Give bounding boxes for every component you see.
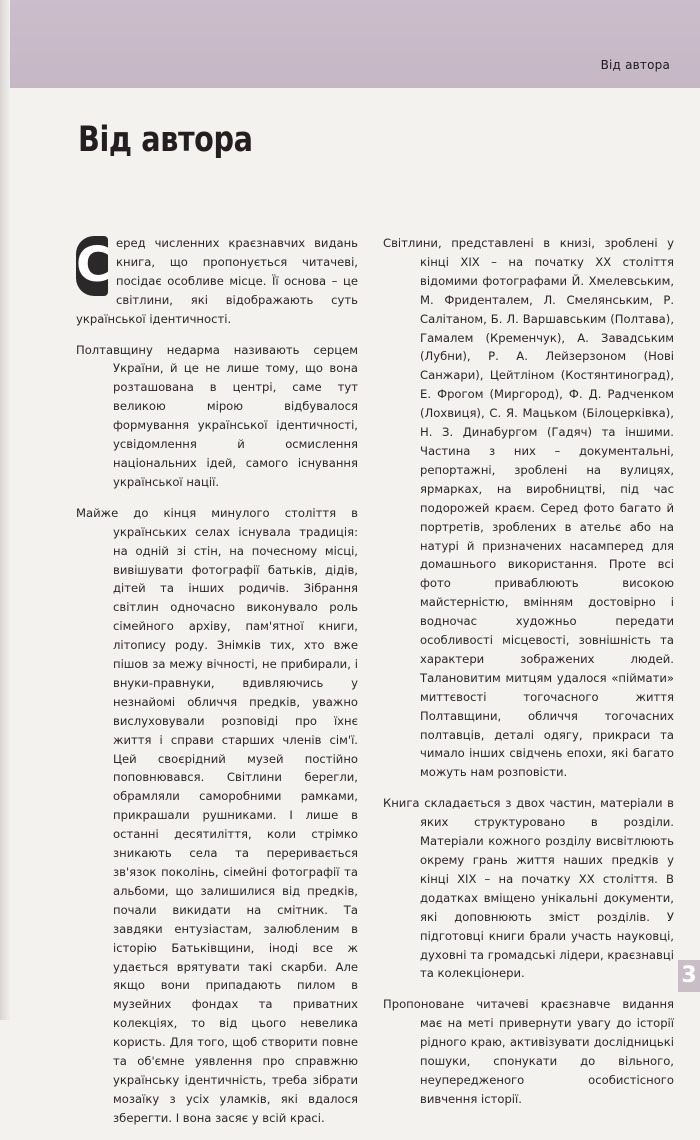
page-spine-shadow — [0, 0, 10, 1020]
drop-cap: С — [76, 236, 108, 296]
running-head: Від автора — [600, 58, 670, 72]
paragraph-book-structure: Книга складається з двох частин, матеріали в яких структуровано в розділи. Матеріали кожного розділу висвітлюють окрему грань життя наших предків у кінці XIX – на початку XX століття. В додатках вміщено унікальні документи, які доповнюють зміст розділів. У підготовці книги брали участь науковці, духовні та громадські лідери, краєзнавці та колекціонери. — [383, 796, 674, 981]
right-column — [383, 234, 674, 1121]
header-band — [0, 0, 700, 88]
left-column — [76, 234, 358, 1140]
paragraph-poltava: Полтавщину недарма називають серцем України, й це не лише тому, що вона розташована в центрі, саме тут великою мірою відбувалося формування української ідентичності, усвідомлення й осмислення національних ідей, самого існування української нації. — [76, 342, 358, 489]
intro-text: еред численних краєзнавчих видань книга, що пропонується читачеві, посідає особливе місце. Її основа – це світлини, які відображають суть української ідентичності. — [76, 236, 358, 326]
paragraph-photographers: Світлини, представлені в книзі, зроблені у кінці XIX – на початку XX століття відомими фотографами Й. Хмелевським, М. Фриденталем, Л. Смелянським, Р. Салітаном, Б. Л. Варшавським (Полтава), Гамалем (Кременчук), А. Завадським (Лубни), Р. А. Лейзерзоном (Нові Санжари), Цейтліном (Костянтиноград), Е. Фрогом (Миргород), Ф. Д. Радченком (Лохвиця), С. Я. Мацьком (Білоцерківка), Н. З. Динабургом (Гадяч) та іншими. Частина з них – документальні, репортажні, зроблені на вулицях, ярмарках, на виробництві, під час подорожей краєм. Серед фото багато й портретів, зроблених в ательє або на натурі й призначених насамперед для домашнього використання. Проте всі фото приваблюють високою майстерністю, вмінням достовірно і водночас художньо передати особливості місцевості, зовнішність та характери зображених людей. Талановитим митцям удалося «піймати» миттєвості тогочасного життя Полтавщини, обличчя тогочасних полтавців, деталі одягу, прикраси та чимало інших свідчень епохи, які багато можуть нам розповісти. — [383, 236, 674, 780]
intro-paragraph — [76, 234, 358, 329]
paragraph-purpose: Пропоноване читачеві краєзнавче видання має на меті привернути увагу до історії рідного краю, активізувати дослідницькі пошуки, спонукати до вільного, неупередженого особистісного вивчення історії. — [383, 997, 674, 1106]
page-number: 3 — [678, 960, 700, 992]
paragraph-tradition: Майже до кінця минулого століття в українських селах існувала традиція: на одній зі стін, на почесному місці, вивішувати фотографії батьків, дідів, дітей та інших родичів. Зібрання світлин одночасно виконувало роль сімейного архіву, пам'ятної книги, літопису роду. Знімків тих, хто вже пішов за межу вічності, не прибирали, і внуки-правнуки, вдивляючись у незнайомі обличчя предків, уважно вислуховували розповіді про їхнє життя і справи старших членів сім'ї. Цей своєрідний музей постійно поповнювався. Світлини берегли, обрамляли саморобними рамками, прикрашали рушниками. І лише в останні десятиліття, коли стрімко зникають села та переривається зв'язок поколінь, сімейні фотографії та альбоми, що залишилися від предків, почали викидати на смітник. Та завдяки ентузіастам, залюбленим в історію Батьківщини, іноді все ж удається врятувати такі скарби. Але якщо вони припадають пилом в музейних фондах та приватних колекціях, то від цього невелика користь. Для того, щоб створити повне та об'ємне уявлення про справжню українську ідентичність, треба зібрати мозаїку з усіх уламків, які вдалося зберегти. І вона засяє у всій красі. — [76, 505, 358, 1125]
page-title: Від автора — [78, 120, 253, 160]
